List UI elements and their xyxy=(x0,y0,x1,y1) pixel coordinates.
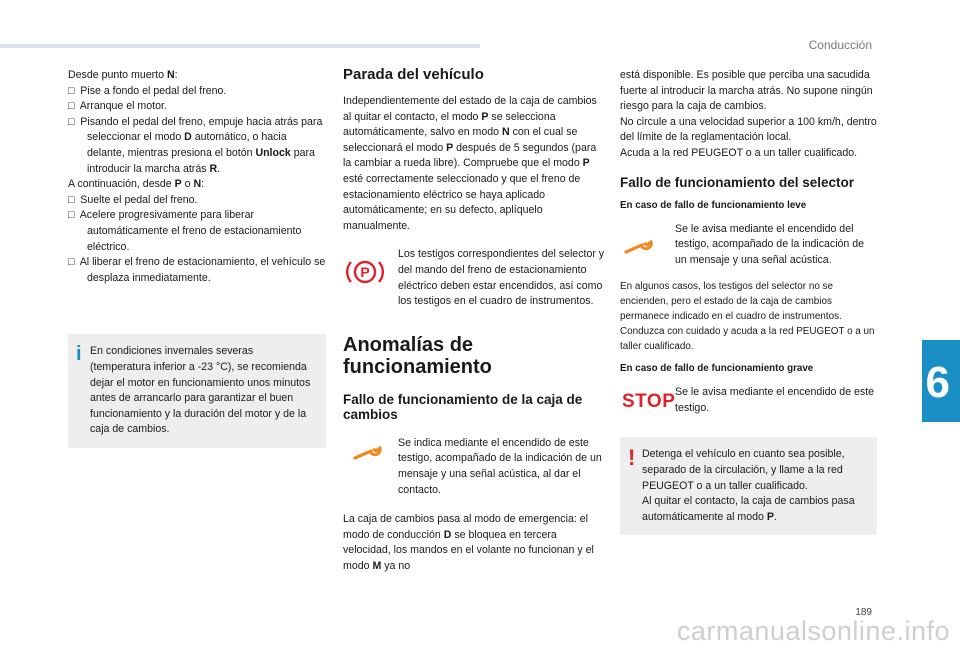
startup-instructions xyxy=(68,68,326,286)
watermark: carmanualsonline.info xyxy=(676,616,950,646)
grave-warning-text: Se le avisa mediante el encendido de este testigo. xyxy=(675,386,875,414)
alert-text: Detenga el vehículo en cuanto sea posible, separado de la circulación, y llame a la red PEUGEOT o a un taller cualificado. Al quitar el contacto, la caja de cambios pasa automáticamente al modo P. xyxy=(642,448,855,523)
bullet-icon: □ xyxy=(68,115,75,128)
bullet-item: □ Al liberar el freno de estacionamiento, el vehículo se desplaza inmediatamente. xyxy=(68,256,326,284)
instruction-line: A continuación, desde P o N: xyxy=(68,178,205,191)
warning-exclamation-icon: ! xyxy=(628,445,636,471)
grave-warning-row xyxy=(620,385,877,421)
bullet-item: □ Arranque el motor. xyxy=(68,100,167,113)
section-title: Conducción xyxy=(808,38,872,52)
leve-title: En caso de fallo de funcionamiento leve xyxy=(620,199,807,211)
bullet-item: □ Pisando el pedal del freno, empuje hacia atrás para seleccionar el modo D automático, o hacia delante, mientras presiona el botón Unlock para introducir la marcha atrás R. xyxy=(68,115,323,175)
instruction-line: Desde punto muerto N: xyxy=(68,69,178,81)
selector-title: Fallo de funcionamiento del selector xyxy=(620,174,855,190)
fallo-caja-text: La caja de cambios pasa al modo de emergencia: el modo de conducción D se bloquea en tercera velocidad, los mandos en el volante no funcionan y el modo M ya no xyxy=(343,513,594,572)
bullet-icon: □ xyxy=(68,193,75,206)
bullet-icon: □ xyxy=(68,209,75,222)
bullet-icon: □ xyxy=(68,100,75,113)
svg-text:P: P xyxy=(360,264,370,281)
column-2 xyxy=(343,66,605,574)
wrench-icon xyxy=(624,240,654,254)
anomalias-title: Anomalías de funcionamiento xyxy=(343,333,492,378)
parada-title: Parada del vehículo xyxy=(343,66,484,83)
leve-warning-text: Se le avisa mediante el encendido del testigo, acompañado de la indicación de un mensaje y una señal acústica. xyxy=(675,222,865,266)
header-bar xyxy=(0,44,480,48)
bullet-item: □ Pise a fondo el pedal del freno. xyxy=(68,84,227,97)
gearbox-warning-row xyxy=(343,436,605,498)
leve-text: En algunos casos, los testigos del selector no se encienden, pero el estado de la caja de cambios permanece indicado en el cuadro de instrumentos. Conduzca con cuidado y acuda a la red PEUGEOT o a un taller cualificado. xyxy=(620,281,875,352)
wrench-icon xyxy=(353,446,383,460)
page-number: 189 xyxy=(855,607,872,618)
parking-warning-row xyxy=(343,247,605,309)
alert-box xyxy=(620,437,877,535)
bullet-item: □ Suelte el pedal del freno. xyxy=(68,193,198,206)
bullet-icon: □ xyxy=(68,256,75,269)
column-3 xyxy=(620,68,877,535)
parking-brake-icon xyxy=(345,257,385,287)
winter-note-box xyxy=(68,334,326,448)
continued-text: está disponible. Es posible que perciba una sacudida fuerte al introducir la marcha atrás. No supone ningún riesgo para la caja de cambios. No circule a una velocidad superior a 100 km/h, dentro del límite de la reglamentación local. Acuda a la red PEUGEOT o a un taller cualificado. xyxy=(620,69,877,159)
gearbox-warning-text: Se indica mediante el encendido de este testigo, acompañado de la indicación de un mensaje y una señal acústica, al dar el contacto. xyxy=(398,436,602,496)
leve-warning-row xyxy=(620,222,877,269)
info-icon: i xyxy=(76,343,82,366)
parking-warning-text: Los testigos correspondientes del selector y del mando del freno de estacionamiento eléctrico deben estar encendidos, así como los testigos en el cuadro de instrumentos. xyxy=(398,248,605,308)
bullet-icon: □ xyxy=(68,84,75,97)
column-1 xyxy=(68,68,326,448)
stop-icon: STOP xyxy=(622,391,676,413)
grave-title: En caso de fallo de funcionamiento grave xyxy=(620,363,814,375)
bullet-item: □ Acelere progresivamente para liberar automáticamente el freno de estacionamiento eléctrico. xyxy=(68,209,302,253)
parada-text: Independientemente del estado de la caja de cambios al quitar el contacto, el modo P se selecciona automáticamente, salvo en modo N con el cual se seleccionará el modo P después de 5 segundos (para la cambiar a rueda libre). Compruebe que el modo P esté correctamente seleccionado y que el freno de estacionamiento eléctrico se haya aplicado automáticamente; en su defecto, aplíquelo manualmente. xyxy=(343,95,597,232)
winter-note-text: En condiciones invernales severas (temperatura inferior a -23 °C), se recomienda dejar el motor en funcionamiento unos minutos antes de arrancarlo para garantizar el buen funcionamiento y la duración del motor y de la caja de cambios. xyxy=(90,345,311,436)
chapter-number: 6 xyxy=(925,358,950,407)
fallo-caja-title: Fallo de funcionamiento de la caja de cambios xyxy=(343,391,583,422)
